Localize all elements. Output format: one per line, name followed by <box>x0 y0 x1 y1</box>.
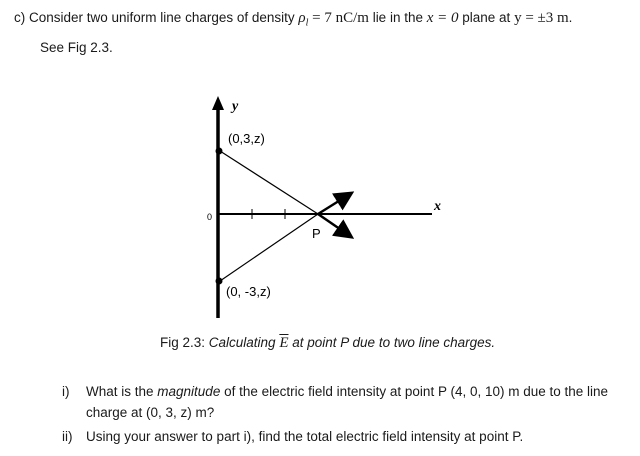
question-text: What is the <box>86 384 158 399</box>
question-emphasis: magnitude <box>157 384 221 399</box>
plane-eq: x = 0 <box>426 10 459 26</box>
problem-text: . <box>568 10 573 25</box>
caption-text: at point P due to two line charges. <box>288 335 496 350</box>
rho-subscript: l <box>305 17 309 29</box>
charge-bottom-label: (0, -3,z) <box>226 284 271 299</box>
point-p-label: P <box>312 226 321 241</box>
charge-top-label: (0,3,z) <box>228 131 265 146</box>
field-arrow-up <box>318 194 350 214</box>
e-field-symbol: $\overline{E}$ <box>279 335 289 351</box>
question-text: Using your answer to part i), find the total electric field intensity at point P. <box>86 429 524 444</box>
line-bottom-to-p <box>220 214 318 281</box>
charge-point-top <box>216 148 223 155</box>
question-ii <box>62 429 523 444</box>
origin-label: 0 <box>207 212 213 222</box>
y-positions: y = ±3 m <box>514 10 569 26</box>
question-i-continued: charge at (0, 3, z) m? <box>86 405 215 420</box>
field-arrow-down <box>318 214 350 236</box>
charge-point-bottom <box>216 278 223 285</box>
x-axis-label: x <box>434 199 441 214</box>
problem-text: lie in the <box>368 10 427 25</box>
problem-text: c) Consider two uniform line charges of density <box>14 10 299 25</box>
density-value: = 7 nC/m <box>308 10 369 26</box>
question-number: i) <box>62 384 70 399</box>
y-axis-arrowhead <box>212 96 224 110</box>
figure-caption <box>160 335 495 352</box>
line-top-to-p <box>220 151 318 214</box>
problem-statement-line2: See Fig 2.3. <box>40 40 113 55</box>
question-text: of the electric field intensity at point P (4, 0, 10) m due to the line <box>220 384 609 399</box>
problem-text: plane at <box>458 10 515 25</box>
question-number: ii) <box>62 429 73 444</box>
y-axis-label: y <box>232 99 239 114</box>
rho-symbol: ρ <box>298 10 306 26</box>
caption-text: Calculating <box>208 335 280 350</box>
caption-prefix: Fig 2.3: <box>160 335 209 350</box>
question-i <box>62 384 608 399</box>
